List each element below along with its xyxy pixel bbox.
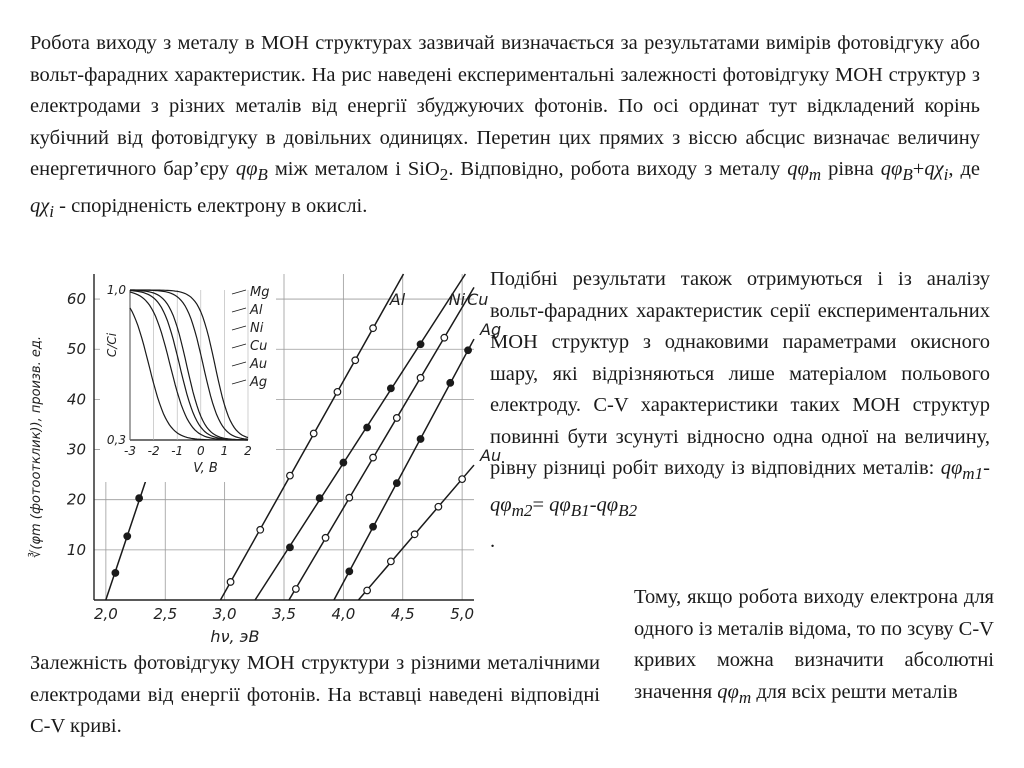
series-line-ag	[334, 339, 474, 600]
cv-formula-term-4: -qφ	[589, 493, 619, 516]
cv-label-au: Au	[250, 357, 268, 372]
cv-text-a: Подібні результати також отримуються і із аналізу вольт-фарадних характеристик серії експериментальних МОН структур з однаковими параметрами окисного шару, які відрізняються лише матеріалом польового електроду. C-V характеристики таких МОН структур повинні бути зсунуті відносно одна одної на величину, рівну різниці робіт виходу із відповідних металів:	[490, 268, 990, 479]
inset-x-tick-label: 0	[196, 444, 205, 458]
work-symbol: qφ	[787, 158, 809, 180]
data-point-ag	[346, 568, 353, 575]
data-point-ag	[370, 523, 377, 530]
cv-label-ni: Ni	[250, 321, 264, 336]
cv-formula-sub-2: m2	[511, 500, 533, 520]
x-tick-label: 5,0	[450, 605, 475, 623]
y-tick-label: 40	[66, 390, 86, 409]
conclusion-text-b: для всіх решти металів	[751, 680, 958, 703]
data-point-mg	[124, 533, 131, 540]
inset-x-tick-label: -3	[124, 444, 136, 458]
data-point-ni	[340, 459, 347, 466]
y-tick-label: 50	[66, 340, 86, 359]
data-point-al	[310, 430, 317, 437]
data-point-cu	[370, 454, 377, 461]
data-point-ag	[417, 436, 424, 443]
data-point-ag	[447, 380, 454, 387]
data-point-au	[388, 558, 395, 565]
inset-x-tick-label: 2	[244, 444, 252, 458]
cv-formula-term-3: qφ	[549, 493, 571, 516]
x-tick-label: 4,0	[331, 605, 356, 623]
conclusion-symbol: qφ	[717, 680, 739, 703]
work-subscript: m	[808, 165, 822, 185]
inset-x-tick-label: -1	[171, 444, 184, 458]
y-tick-label: 30	[66, 440, 86, 459]
intro-paragraph	[30, 28, 980, 227]
cv-formula-term-2: -qφ	[490, 457, 990, 516]
data-point-cu	[417, 375, 424, 382]
data-point-al	[370, 325, 377, 332]
affinity-symbol: qχ	[30, 194, 50, 217]
cv-formula-equals: =	[532, 493, 550, 516]
data-point-mg	[136, 495, 143, 502]
intro-text-e: , де	[948, 158, 980, 180]
intro-text-b: між металом і SiO	[267, 158, 440, 180]
data-point-cu	[346, 494, 353, 501]
intro-text-c: . Відповідно, робота виходу з металу	[448, 158, 788, 180]
formula-plus: +	[912, 158, 925, 180]
inset-x-tick-label: -2	[147, 444, 160, 458]
y-axis-label: ∛(φm (фотоотклик)), произв. ед.	[29, 336, 44, 558]
data-point-cu	[441, 334, 448, 341]
data-point-al	[257, 526, 264, 533]
photoresponse-figure	[12, 262, 502, 646]
inset-x-axis-label: V, B	[193, 461, 218, 476]
data-point-ni	[388, 385, 395, 392]
series-label-al: Al	[389, 290, 406, 310]
x-axis-label: hν, эВ	[210, 627, 260, 646]
cv-paragraph	[490, 264, 990, 558]
intro-text-f: - спорідненість електрону в окислі.	[54, 194, 368, 217]
cv-label-mg: Mg	[250, 285, 270, 300]
data-point-cu	[394, 415, 401, 422]
cv-label-al: Al	[250, 303, 263, 318]
data-point-ni	[316, 495, 323, 502]
cv-inset	[100, 270, 276, 482]
photoresponse-chart	[12, 262, 502, 646]
x-tick-label: 3,5	[272, 605, 296, 623]
affinity-subscript: i	[49, 201, 55, 221]
inset-x-tick-label: 1	[220, 444, 229, 458]
y-tick-label: 60	[66, 290, 86, 309]
cv-formula-term-1: qφ	[940, 457, 963, 479]
inset-y-axis-label: C/Ci	[105, 332, 119, 358]
y-tick-label: 10	[66, 540, 86, 559]
data-point-au	[435, 503, 442, 510]
data-point-mg	[112, 570, 119, 577]
formula-affinity-subscript: i	[943, 165, 949, 185]
intro-text-a: Робота виходу з металу в МОН структурах зазвичай визначається за результатами вимірів фотовідгуку або вольт-фарадних характеристик. На рис наведені експериментальні залежності фотовідгуку МОН структур з електродами з різних металів від енергії збуджуючих фотонів. По осі ординат тут відкладений корінь кубічний від фотовідгуку в довільних одиницях. Перетин цих прямих з віссю абсцис визначає величину енергетичного бар’єру	[30, 32, 980, 180]
series-line-cu	[289, 287, 474, 600]
formula-barrier-subscript: B	[902, 165, 913, 185]
data-point-al	[352, 357, 359, 364]
cv-formula-tail: .	[490, 530, 496, 553]
data-point-ni	[287, 544, 294, 551]
x-tick-label: 4,5	[390, 605, 415, 623]
figure-caption	[30, 648, 600, 743]
series-label-ni: Ni	[448, 290, 466, 310]
caption-text: Залежність фотовідгуку МОН структури з різними металічними електродами від енергії фотонів. На вставці наведені відповідні C-V криві.	[30, 652, 600, 737]
series-label-cu: Cu	[467, 290, 489, 310]
x-tick-label: 3,0	[212, 605, 237, 623]
x-tick-label: 2,5	[153, 605, 178, 623]
barrier-subscript: B	[257, 165, 268, 185]
inset-y-tick-label: 0,3	[106, 433, 126, 447]
cv-label-cu: Cu	[250, 339, 268, 354]
data-point-al	[287, 472, 294, 479]
series-label-ag: Ag	[480, 320, 502, 340]
cv-formula-sub-4: B2	[618, 500, 638, 520]
formula-affinity-symbol: qχ	[924, 158, 944, 180]
formula-barrier-symbol: qφ	[880, 158, 903, 180]
data-point-cu	[322, 535, 329, 542]
x-tick-label: 2,0	[93, 605, 118, 623]
data-point-cu	[293, 586, 300, 593]
data-point-au	[364, 587, 371, 594]
barrier-symbol: qφ	[235, 158, 258, 180]
data-point-ni	[417, 341, 424, 348]
cv-label-ag: Ag	[250, 375, 268, 390]
conclusion-paragraph	[634, 582, 994, 713]
sio2-subscript: 2	[439, 165, 449, 185]
data-point-au	[459, 476, 466, 483]
data-point-al	[227, 579, 234, 586]
conclusion-subscript: m	[738, 687, 752, 707]
data-point-ag	[394, 480, 401, 487]
intro-text-d: рівна	[821, 158, 881, 180]
series-label-au: Au	[480, 446, 502, 466]
conclusion-text-a: Тому, якщо робота виходу електрона для одного із металів відома, то по зсуву C-V кривих можна визначити абсолютні значення	[634, 586, 994, 703]
data-point-al	[334, 389, 341, 396]
y-tick-label: 20	[66, 490, 86, 509]
data-point-ni	[364, 424, 371, 431]
inset-y-tick-label: 1,0	[106, 283, 126, 297]
cv-formula-sub-3: B1	[570, 500, 590, 520]
cv-formula-sub-1: m1	[962, 464, 984, 484]
data-point-au	[411, 531, 418, 538]
data-point-ag	[465, 347, 472, 354]
